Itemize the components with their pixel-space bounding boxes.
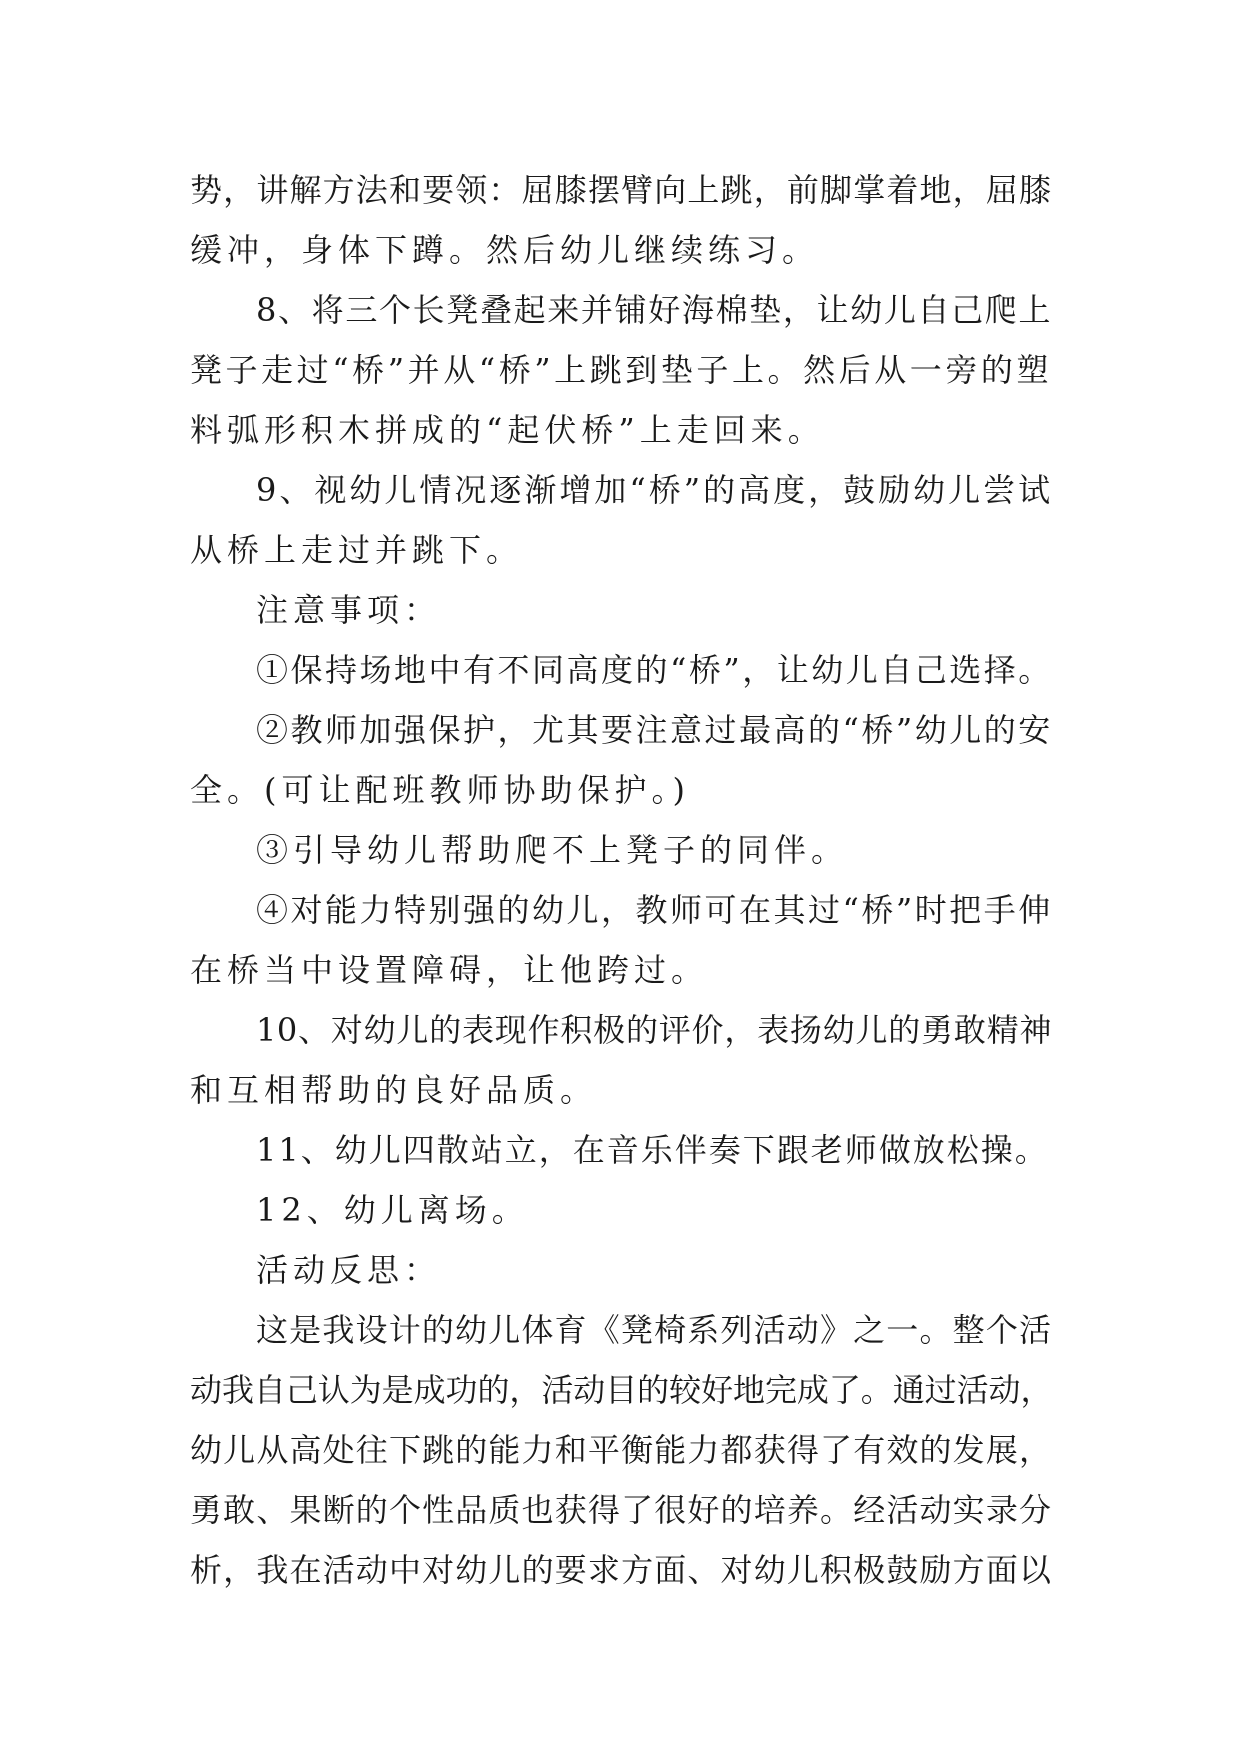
- text-line: ③引导幼儿帮助爬不上凳子的同伴。: [256, 831, 849, 869]
- text-line: 12、幼儿离场。: [256, 1191, 529, 1229]
- text-line: 和互相帮助的良好品质。: [190, 1071, 598, 1109]
- document-body: [190, 160, 1052, 1600]
- text-line: 8、将三个长凳叠起来并铺好海棉垫，让幼儿自己爬上: [256, 291, 1052, 329]
- text-line: 析，我在活动中对幼儿的要求方面、对幼儿积极鼓励方面以: [190, 1551, 1052, 1589]
- text-line: 凳子走过“桥”并从“桥”上跳到垫子上。然后从一旁的塑: [190, 351, 1052, 389]
- text-line: ②教师加强保护，尤其要注意过最高的“桥”幼儿的安: [256, 711, 1053, 749]
- text-line: 全。(可让配班教师协助保护。): [190, 771, 690, 809]
- text-line: 10、对幼儿的表现作积极的评价，表扬幼儿的勇敢精神: [256, 1011, 1052, 1049]
- text-line: 9、视幼儿情况逐渐增加“桥”的高度，鼓励幼儿尝试: [256, 471, 1054, 509]
- text-line: 料弧形积木拼成的“起伏桥”上走回来。: [190, 411, 825, 449]
- text-line: 从桥上走过并跳下。: [190, 531, 524, 569]
- text-line: 在桥当中设置障碍，让他跨过。: [190, 951, 709, 989]
- text-line: 11、幼儿四散站立，在音乐伴奏下跟老师做放松操。: [256, 1131, 1049, 1169]
- text-line: 活动反思：: [256, 1251, 442, 1289]
- text-line: 注意事项：: [256, 591, 442, 629]
- text-line: 动我自己认为是成功的，活动目的较好地完成了。通过活动，: [190, 1371, 1052, 1409]
- text-line: ①保持场地中有不同高度的“桥”，让幼儿自己选择。: [256, 651, 1053, 689]
- text-line: ④对能力特别强的幼儿，教师可在其过“桥”时把手伸: [256, 891, 1053, 929]
- text-line: 幼儿从高处往下跳的能力和平衡能力都获得了有效的发展，: [190, 1431, 1052, 1469]
- text-line: 勇敢、果断的个性品质也获得了很好的培养。经活动实录分: [190, 1491, 1052, 1529]
- text-line: 势，讲解方法和要领：屈膝摆臂向上跳，前脚掌着地，屈膝: [190, 171, 1052, 209]
- text-line: 缓冲，身体下蹲。然后幼儿继续练习。: [190, 231, 820, 269]
- text-line: 这是我设计的幼儿体育《凳椅系列活动》之一。整个活: [256, 1311, 1052, 1349]
